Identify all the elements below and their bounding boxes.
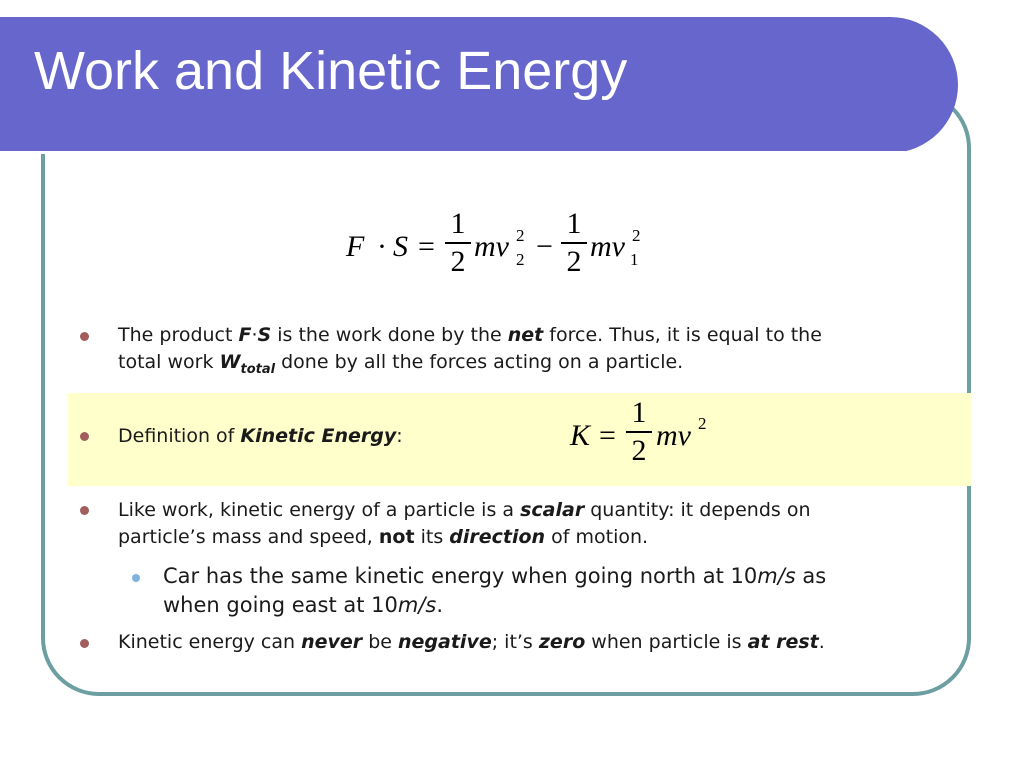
eq1-frac2-numerator: 1 bbox=[566, 207, 582, 240]
bullet-marker bbox=[80, 639, 89, 648]
eq2-denominator: 2 bbox=[631, 434, 647, 467]
eq1-mv-a: mv bbox=[474, 230, 509, 263]
eq2-fraction bbox=[626, 395, 652, 469]
eq1-dot: · bbox=[377, 230, 387, 263]
eq2-numerator: 1 bbox=[631, 396, 647, 429]
bullet-marker bbox=[80, 506, 89, 515]
eq1-frac1-numerator: 1 bbox=[450, 207, 466, 240]
bullet-marker bbox=[80, 332, 89, 341]
eq2-mv: mv bbox=[656, 419, 691, 452]
eq2-K: K bbox=[570, 419, 591, 452]
eq1-F: F bbox=[346, 230, 365, 263]
eq2-sup: 2 bbox=[698, 414, 707, 433]
title-underline bbox=[0, 151, 905, 154]
sub-bullet-marker bbox=[132, 574, 140, 582]
eq2-equals: = bbox=[599, 419, 616, 452]
slide-title: Work and Kinetic Energy bbox=[34, 41, 628, 101]
eq1-sub-a: 2 bbox=[516, 250, 525, 269]
eq1-fraction-2 bbox=[561, 206, 587, 280]
bullet-marker bbox=[80, 432, 89, 441]
bullet-ke-definition: Definition of Kinetic Energy: bbox=[118, 425, 403, 447]
eq1-minus: − bbox=[536, 230, 553, 263]
eq1-S: S bbox=[393, 230, 408, 263]
eq1-fraction-1 bbox=[445, 206, 471, 280]
eq1-sup-a: 2 bbox=[516, 226, 525, 245]
bullet-work-definition: The product F·S is the work done by the net force. Thus, it is equal to the total work $W_{total}$ done by all the forces acting on a particle. bbox=[118, 324, 822, 377]
eq1-frac1-denominator: 2 bbox=[450, 245, 466, 278]
eq1-frac2-denominator: 2 bbox=[566, 245, 582, 278]
eq1-sup-b: 2 bbox=[632, 226, 641, 245]
sub-bullet-car-example: Car has the same kinetic energy when going north at 10m/s as when going east at 10m/s. bbox=[163, 564, 827, 617]
bullet-scalar-quantity: Like work, kinetic energy of a particle is a scalar quantity: it depends on particle’s mass and speed, not its direction of motion. bbox=[118, 499, 811, 548]
eq1-sub-b: 1 bbox=[630, 250, 639, 269]
eq1-equals: = bbox=[418, 230, 435, 263]
eq1-mv-b: mv bbox=[590, 230, 625, 263]
bullet-never-negative: Kinetic energy can never be negative; it’s zero when particle is at rest. bbox=[118, 631, 825, 653]
